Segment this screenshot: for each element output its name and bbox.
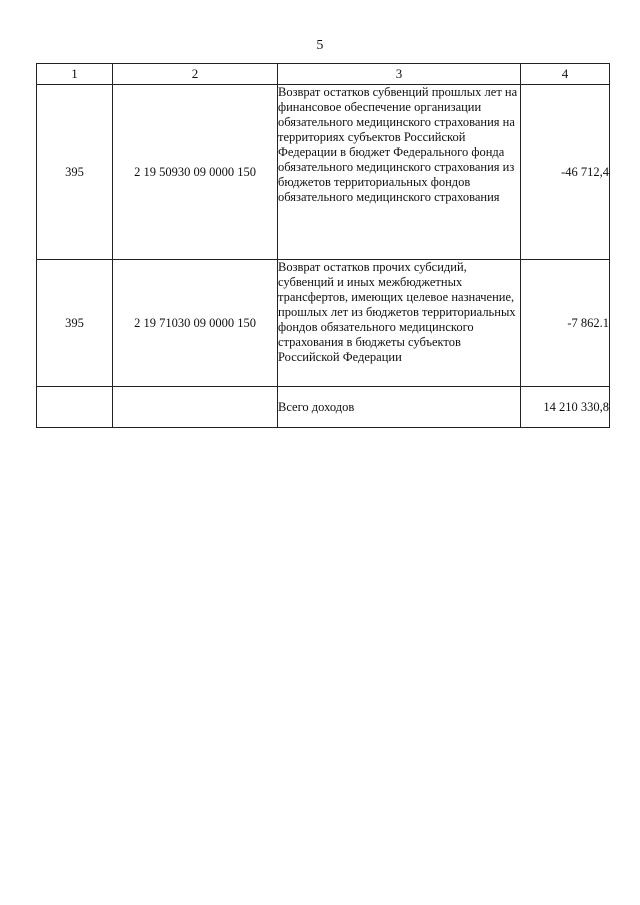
table-row (37, 85, 610, 260)
total-admin-code-cell (37, 387, 113, 428)
total-row (37, 387, 610, 428)
revenue-table (36, 63, 610, 428)
budget-code-cell: 2 19 50930 09 0000 150 (113, 85, 278, 260)
amount-cell: -7 862.1 (521, 260, 610, 387)
page-number: 5 (316, 38, 324, 53)
description-cell: Возврат остатков прочих субсидий, субвенций и иных межбюджетных трансфертов, имеющих целевое назначение, прошлых лет из бюджетов территориальных фондов обязательного медицинского страхования в бюджеты субъектов Российской Федерации (278, 260, 521, 387)
header-col-1: 1 (37, 64, 113, 85)
budget-code-cell: 2 19 71030 09 0000 150 (113, 260, 278, 387)
header-col-2: 2 (113, 64, 278, 85)
table-row (37, 260, 610, 387)
amount-cell: -46 712,4 (521, 85, 610, 260)
total-label-cell: Всего доходов (278, 387, 521, 428)
header-col-4: 4 (521, 64, 610, 85)
total-amount-cell: 14 210 330,8 (521, 387, 610, 428)
description-cell: Возврат остатков субвенций прошлых лет на финансовое обеспечение организации обязательного медицинского страхования на территориях субъектов Российской Федерации в бюджет Федерального фонда обязательного медицинского страхования из бюджетов территориальных фондов обязательного медицинского страхования (278, 85, 521, 260)
admin-code-cell: 395 (37, 260, 113, 387)
admin-code-cell: 395 (37, 85, 113, 260)
total-budget-code-cell (113, 387, 278, 428)
table-header-row (37, 64, 610, 85)
header-col-3: 3 (278, 64, 521, 85)
